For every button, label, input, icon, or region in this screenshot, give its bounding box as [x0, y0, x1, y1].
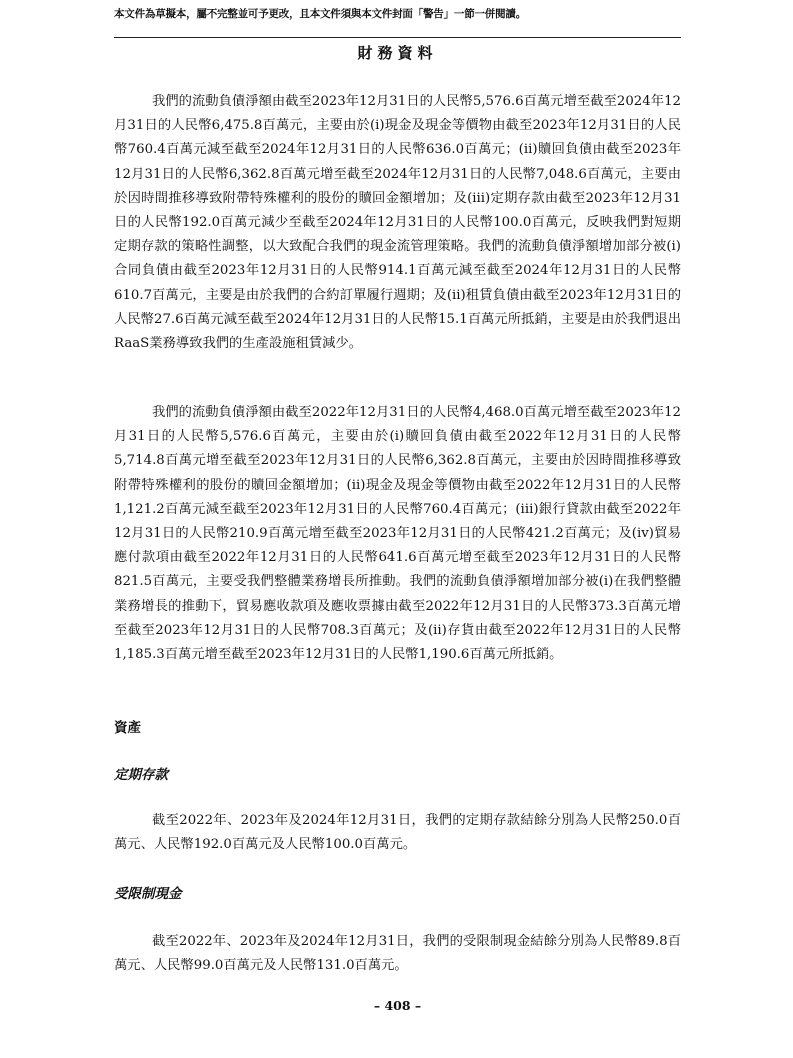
paragraph-restricted-cash: 截至2022年、2023年及2024年12月31日，我們的受限制現金結餘分別為人民幣89.8百萬元、人民幣99.0百萬元及人民幣131.0百萬元。 [114, 934, 681, 974]
heading-restricted-cash: 受限制現金 [114, 886, 182, 902]
paragraph-net-current-liabilities-2024: 我們的流動負債淨額由截至2023年12月31日的人民幣5,576.6百萬元增至截至2024年12月31日的人民幣6,475.8百萬元，主要由於(i)現金及現金等價物由截至2023年12月31日的人民幣760.4百萬元減至截至2024年12月31日的人民幣636.0百萬元；(ii)贖回負債由截至2023年12月31日的人民幣6,362.8百萬元增至截至2024年12月31日的人民幣7,048.6百萬元，主要由於因時間推移導致附帶特殊權利的股份的贖回金額增加；及(iii)定期存款由截至2023年12月31日的人民幣192.0百萬元減少至截至2024年12月31日的人民幣100.0百萬元，反映我們對短期定期存款的策略性調整，以大致配合我們的現金流管理策略。我們的流動負債淨額增加部分被(i)合同負債由截至2023年12月31日的人民幣914.1百萬元減至截至2024年12月31日的人民幣610.7百萬元，主要是由於我們的合約訂單履行週期；及(ii)租賃負債由截至2023年12月31日的人民幣27.6百萬元減至截至2024年12月31日的人民幣15.1百萬元所抵銷，主要是由於我們退出RaaS業務導致我們的生產設施租賃減少。 [114, 94, 681, 352]
heading-assets: 資產 [114, 720, 141, 736]
paragraph-time-deposits: 截至2022年、2023年及2024年12月31日，我們的定期存款結餘分別為人民幣250.0百萬元、人民幣192.0百萬元及人民幣100.0百萬元。 [114, 813, 681, 853]
page-number: – 408 – [373, 998, 422, 1013]
section-title: 財務資料 [357, 44, 438, 62]
draft-notice: 本文件為草擬本，屬不完整並可予更改，且本文件須與本文件封面「警告」一節一併閱讀。 [114, 8, 526, 20]
heading-time-deposits: 定期存款 [114, 767, 168, 783]
header-divider [114, 37, 681, 38]
paragraph-net-current-liabilities-2023: 我們的流動負債淨額由截至2022年12月31日的人民幣4,468.0百萬元增至截至2023年12月31日的人民幣5,576.6百萬元，主要由於(i)贖回負債由截至2022年12月31日的人民幣5,714.8百萬元增至截至2023年12月31日的人民幣6,362.8百萬元，主要由於因時間推移導致附帶特殊權利的股份的贖回金額增加；(ii)現金及現金等價物由截至2022年12月31日的人民幣1,121.2百萬元減至截至2023年12月31日的人民幣760.4百萬元；(iii)銀行貸款由截至2022年12月31日的人民幣210.9百萬元增至截至2023年12月31日的人民幣421.2百萬元；及(iv)貿易應付款項由截至2022年12月31日的人民幣641.6百萬元增至截至2023年12月31日的人民幣821.5百萬元，主要受我們整體業務增長所推動。我們的流動負債淨額增加部分被(i)在我們整體業務增長的推動下，貿易應收款項及應收票據由截至2022年12月31日的人民幣373.3百萬元增至截至2023年12月31日的人民幣708.3百萬元；及(ii)存貨由截至2022年12月31日的人民幣1,185.3百萬元增至截至2023年12月31日的人民幣1,190.6百萬元所抵銷。 [114, 405, 681, 663]
